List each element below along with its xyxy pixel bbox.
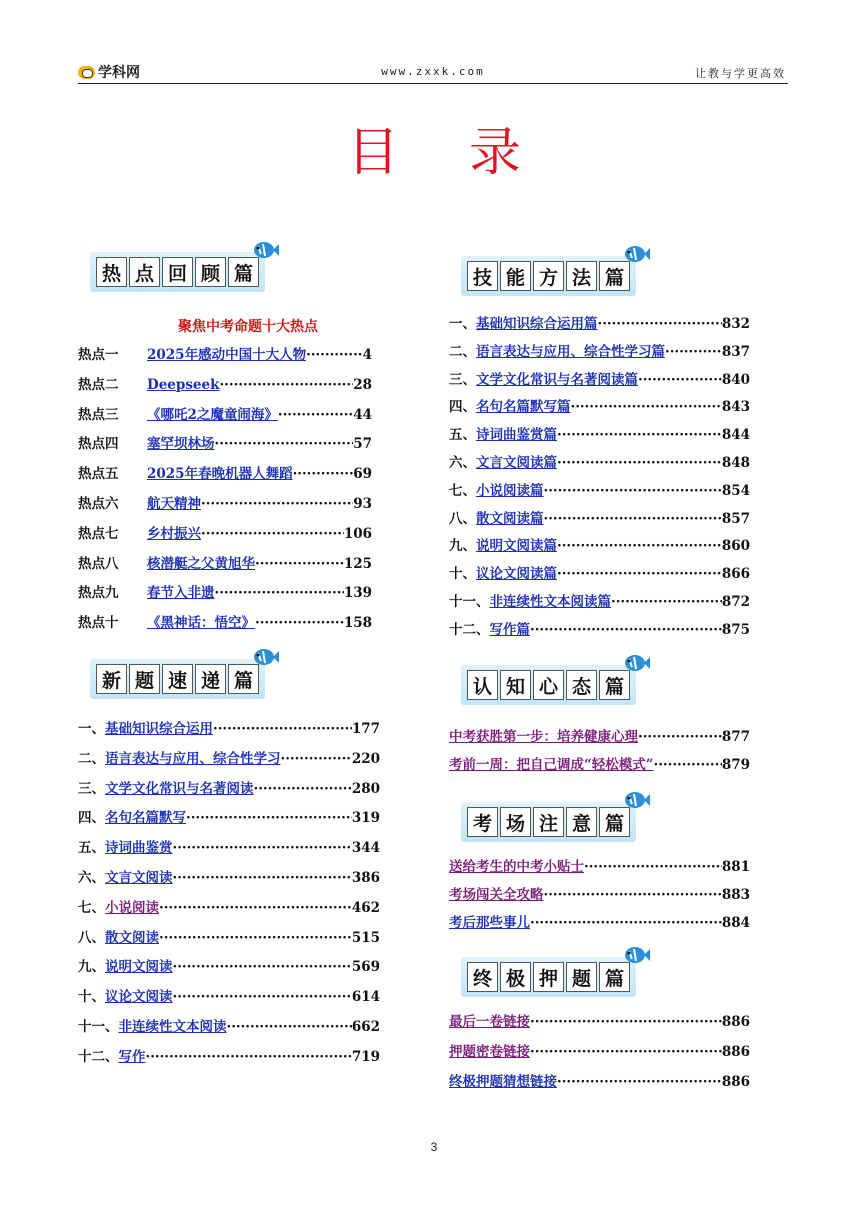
toc-entry-link[interactable]: 说明文阅读	[105, 959, 173, 976]
hot-subtitle: 聚焦中考命题十大热点	[178, 319, 318, 335]
toc-entry-page: 515	[351, 929, 380, 946]
toc-entry[interactable]	[449, 507, 750, 529]
toc-entry[interactable]	[78, 747, 380, 769]
toc-entry-page: 837	[721, 343, 750, 360]
section-badge-final	[461, 957, 636, 997]
toc-entry-label: 热点八	[78, 555, 119, 572]
toc-entry-page: 158	[343, 615, 372, 632]
badge-char: 注	[533, 807, 564, 837]
toc-entry-link[interactable]: 航天精神	[147, 496, 201, 512]
toc-leader-dots	[173, 989, 352, 1005]
toc-entry-link[interactable]: 语言表达与应用、综合性学习篇	[476, 343, 665, 360]
toc-entry[interactable]	[449, 340, 750, 362]
toc-entry-link[interactable]: 送给考生的中考小贴士	[449, 859, 584, 875]
toc-leader-dots	[638, 372, 722, 388]
badge-char: 终	[467, 962, 498, 992]
toc-entry[interactable]	[449, 883, 750, 905]
toc-entry[interactable]	[78, 492, 372, 514]
toc-entry[interactable]	[78, 522, 372, 544]
toc-entry-page: 883	[721, 886, 750, 903]
toc-entry-link[interactable]: 议论文阅读	[105, 989, 173, 1006]
toc-leader-dots	[173, 959, 352, 975]
page-number: 3	[430, 1140, 438, 1154]
toc-entry-page: 886	[721, 1043, 750, 1060]
section-badge-skill	[461, 256, 636, 296]
toc-entry-link[interactable]: 小说阅读	[105, 899, 159, 916]
toc-leader-dots	[530, 1014, 722, 1030]
toc-entry-link[interactable]: 散文阅读篇	[476, 510, 544, 527]
toc-entry-page: 843	[721, 399, 750, 416]
badge-chars	[467, 962, 630, 992]
badge-char: 方	[533, 261, 564, 291]
toc-entry-label: 二、	[78, 750, 105, 767]
fish-icon	[620, 240, 650, 266]
badge-chars	[467, 261, 630, 291]
toc-leader-dots	[219, 377, 353, 393]
toc-leader-dots	[213, 721, 352, 737]
toc-entry-label: 七、	[449, 482, 476, 499]
toc-leader-dots	[544, 511, 722, 527]
badge-char: 篇	[599, 807, 630, 837]
toc-leader-dots	[281, 751, 352, 767]
toc-entry-link[interactable]: 诗词曲鉴赏篇	[476, 427, 557, 444]
toc-leader-dots	[159, 900, 352, 916]
toc-entry-page: 872	[721, 594, 750, 610]
badge-char: 技	[467, 261, 498, 291]
badge-char: 回	[162, 257, 193, 287]
toc-leader-dots	[293, 466, 354, 482]
toc-entry[interactable]	[449, 753, 750, 775]
section-badge-new	[90, 659, 265, 699]
toc-entry[interactable]	[449, 451, 750, 473]
toc-entry[interactable]	[78, 403, 372, 425]
toc-entry-label: 八、	[449, 510, 476, 527]
badge-char: 考	[467, 807, 498, 837]
toc-leader-dots	[530, 622, 722, 638]
toc-entry[interactable]	[78, 717, 380, 739]
toc-entry-page: 881	[721, 859, 750, 875]
toc-entry-label: 热点六	[78, 496, 119, 512]
toc-entry-label: 十、	[449, 566, 476, 583]
fish-icon	[249, 643, 279, 669]
toc-entry-link[interactable]: 文学文化常识与名著阅读篇	[476, 371, 638, 388]
toc-entry-page: 879	[721, 756, 750, 773]
toc-entry-link[interactable]: 中考获胜第一步：培养健康心理	[449, 729, 638, 745]
toc-entry-page: 844	[721, 427, 750, 444]
toc-entry[interactable]	[449, 395, 750, 417]
toc-entry-page: 319	[351, 810, 380, 827]
toc-entry[interactable]	[449, 1040, 750, 1062]
toc-entry-link[interactable]: 基础知识综合运用	[105, 721, 213, 737]
toc-entry-link[interactable]: 说明文阅读篇	[476, 538, 557, 555]
toc-leader-dots	[186, 810, 352, 826]
toc-entry[interactable]	[78, 373, 372, 395]
toc-entry-page: 106	[343, 525, 372, 542]
toc-leader-dots	[611, 594, 722, 610]
toc-entry-link[interactable]: 2025年春晚机器人舞蹈	[147, 466, 293, 483]
toc-entry-label: 一、	[78, 721, 105, 737]
toc-entry-label: 热点二	[78, 376, 119, 393]
toc-entry[interactable]	[78, 896, 380, 918]
toc-entry-label: 七、	[78, 899, 105, 916]
toc-entry-link[interactable]: 最后一卷链接	[449, 1014, 530, 1030]
toc-entry-link[interactable]: 《哪吒2之魔童闹海》	[147, 406, 278, 423]
page-header	[78, 62, 788, 84]
toc-leader-dots	[665, 344, 722, 360]
toc-leader-dots	[557, 1074, 722, 1090]
fish-icon	[249, 236, 279, 262]
toc-leader-dots	[557, 566, 722, 582]
toc-entry-page: 840	[721, 371, 750, 388]
toc-entry-page: 854	[721, 482, 750, 499]
toc-entry[interactable]	[449, 725, 750, 747]
logo-text: 学科网	[98, 65, 140, 81]
toc-entry-link[interactable]: 文学文化常识与名著阅读	[105, 780, 254, 797]
toc-entry-label: 热点一	[78, 347, 119, 363]
toc-entry-link[interactable]: 核潜艇之父黄旭华	[147, 555, 255, 572]
toc-entry-page: 877	[721, 729, 750, 745]
toc-entry[interactable]	[78, 1015, 380, 1037]
toc-entry-label: 热点七	[78, 525, 119, 542]
toc-entry[interactable]	[78, 1045, 380, 1067]
toc-entry-page: 857	[721, 510, 750, 527]
badge-char: 篇	[228, 664, 259, 694]
toc-entry-link[interactable]: 乡村振兴	[147, 525, 201, 542]
toc-entry-page: 280	[351, 780, 380, 797]
toc-entry-label: 九、	[449, 538, 476, 555]
toc-entry[interactable]	[78, 836, 380, 858]
section-badge-mind	[461, 665, 636, 705]
toc-entry-label: 五、	[449, 427, 476, 444]
badge-char: 法	[566, 261, 597, 291]
toc-entry-link[interactable]: 考后那些事儿	[449, 914, 530, 931]
toc-leader-dots	[571, 399, 722, 415]
badge-char: 篇	[599, 962, 630, 992]
toc-entry[interactable]	[78, 552, 372, 574]
toc-entry-label: 三、	[78, 780, 105, 797]
toc-entry-page: 57	[353, 436, 372, 453]
toc-leader-dots	[173, 870, 352, 886]
badge-chars	[467, 670, 630, 700]
toc-entry-label: 一、	[449, 316, 476, 332]
toc-entry-page: 220	[351, 750, 380, 767]
toc-entry-link[interactable]: 塞罕坝林场	[147, 436, 215, 453]
toc-entry-label: 二、	[449, 343, 476, 360]
toc-entry[interactable]	[78, 777, 380, 799]
toc-entry-link[interactable]: 2025年感动中国十大人物	[147, 347, 307, 363]
toc-entry[interactable]	[449, 312, 750, 334]
toc-entry-link[interactable]: 基础知识综合运用篇	[476, 316, 598, 332]
toc-entry[interactable]	[78, 581, 372, 603]
toc-leader-dots	[557, 538, 722, 554]
toc-entry-label: 三、	[449, 371, 476, 388]
toc-leader-dots	[598, 316, 722, 332]
toc-entry-page: 93	[353, 496, 372, 512]
toc-entry-link[interactable]: 名句名篇默写	[105, 810, 186, 827]
toc-entry[interactable]	[449, 562, 750, 584]
toc-entry-label: 热点九	[78, 585, 119, 602]
toc-leader-dots	[557, 427, 722, 443]
toc-entry[interactable]	[78, 611, 372, 633]
badge-chars	[96, 664, 259, 694]
toc-entry-page: 719	[351, 1048, 380, 1065]
toc-leader-dots	[254, 781, 352, 797]
toc-leader-dots	[227, 1019, 352, 1035]
toc-entry-page: 886	[721, 1073, 750, 1090]
fish-icon	[620, 941, 650, 967]
toc-entry-label: 热点十	[78, 615, 119, 632]
toc-entry-page: 569	[351, 959, 380, 976]
toc-entry-page: 614	[351, 989, 380, 1006]
toc-entry-label: 十一、	[78, 1019, 119, 1035]
toc-entry[interactable]	[78, 343, 372, 365]
badge-char: 题	[129, 664, 160, 694]
toc-leader-dots	[215, 585, 344, 601]
badge-char: 新	[96, 664, 127, 694]
toc-entry-label: 四、	[78, 810, 105, 827]
fish-icon	[620, 786, 650, 812]
toc-entry-label: 五、	[78, 840, 105, 857]
badge-char: 态	[566, 670, 597, 700]
toc-leader-dots	[255, 615, 344, 631]
toc-entry[interactable]	[78, 955, 380, 977]
toc-entry-page: 386	[351, 870, 380, 886]
section-badge-exam	[461, 802, 636, 842]
toc-entry[interactable]	[78, 866, 380, 888]
toc-leader-dots	[584, 859, 722, 875]
toc-leader-dots	[215, 436, 354, 452]
toc-entry[interactable]	[78, 926, 380, 948]
fish-icon	[620, 649, 650, 675]
toc-entry-link[interactable]: 小说阅读篇	[476, 482, 544, 499]
toc-entry[interactable]	[78, 432, 372, 454]
toc-entry[interactable]	[449, 368, 750, 390]
toc-entry-page: 44	[353, 406, 372, 423]
toc-entry[interactable]	[449, 911, 750, 933]
toc-entry-label: 热点三	[78, 406, 119, 423]
toc-entry[interactable]	[449, 423, 750, 445]
badge-char: 热	[96, 257, 127, 287]
badge-char: 篇	[599, 670, 630, 700]
badge-chars	[96, 257, 259, 287]
toc-entry-link[interactable]: 文言文阅读篇	[476, 455, 557, 471]
toc-leader-dots	[530, 1044, 722, 1060]
toc-entry-label: 六、	[449, 455, 476, 471]
toc-entry-label: 四、	[449, 399, 476, 416]
badge-char: 题	[566, 962, 597, 992]
toc-entry-page: 662	[351, 1019, 380, 1035]
badge-char: 顾	[195, 257, 226, 287]
toc-leader-dots	[638, 729, 722, 745]
toc-entry-link[interactable]: 写作	[118, 1048, 146, 1065]
toc-entry[interactable]	[449, 855, 750, 877]
toc-entry-page: 875	[721, 621, 750, 638]
toc-entry[interactable]	[78, 462, 372, 484]
toc-entry-page: 848	[721, 455, 750, 471]
toc-entry[interactable]	[449, 479, 750, 501]
toc-entry[interactable]	[449, 618, 750, 640]
toc-entry-label: 八、	[78, 929, 105, 946]
toc-entry-link[interactable]: 语言表达与应用、综合性学习	[105, 750, 281, 767]
toc-entry-link[interactable]: 《黑神话：悟空》	[147, 615, 255, 632]
section-badge-hot	[90, 252, 265, 292]
toc-entry-link[interactable]: 春节入非遗	[147, 585, 215, 602]
toc-entry-page: 462	[351, 899, 380, 916]
badge-char: 意	[566, 807, 597, 837]
toc-entry-page: 139	[343, 585, 372, 602]
badge-chars	[467, 807, 630, 837]
toc-entry-link[interactable]: 考场闯关全攻略	[449, 886, 544, 903]
toc-entry[interactable]	[449, 1070, 750, 1092]
toc-entry-page: 886	[721, 1014, 750, 1030]
toc-entry[interactable]	[78, 985, 380, 1007]
toc-leader-dots	[159, 930, 352, 946]
toc-entry-label: 十二、	[449, 621, 490, 638]
badge-char: 篇	[228, 257, 259, 287]
toc-entry-page: 344	[351, 840, 380, 857]
toc-entry-label: 热点五	[78, 466, 119, 483]
toc-entry-link[interactable]: 文言文阅读	[105, 870, 173, 886]
toc-entry[interactable]	[449, 1010, 750, 1032]
toc-entry-label: 热点四	[78, 436, 119, 453]
toc-entry-link[interactable]: Deepseek	[147, 376, 220, 393]
toc-entry-label: 十、	[78, 989, 105, 1006]
badge-char: 知	[500, 670, 531, 700]
toc-leader-dots	[173, 840, 352, 856]
badge-char: 认	[467, 670, 498, 700]
toc-entry-label: 六、	[78, 870, 105, 886]
toc-entry-link[interactable]: 名句名篇默写篇	[476, 399, 571, 416]
badge-char: 押	[533, 962, 564, 992]
toc-entry-link[interactable]: 终极押题猜想链接	[449, 1073, 557, 1090]
toc-leader-dots	[306, 347, 363, 363]
toc-entry-page: 832	[721, 316, 750, 332]
toc-entry-page: 860	[721, 538, 750, 555]
toc-entry[interactable]	[78, 806, 380, 828]
toc-leader-dots	[544, 887, 722, 903]
toc-entry-label: 九、	[78, 959, 105, 976]
toc-entry-page: 28	[353, 376, 372, 393]
toc-leader-dots	[278, 407, 353, 423]
toc-leader-dots	[654, 757, 722, 773]
toc-entry-link[interactable]: 散文阅读	[105, 929, 159, 946]
toc-entry-page: 69	[353, 466, 372, 483]
badge-char: 点	[129, 257, 160, 287]
toc-entry-label: 十二、	[78, 1048, 119, 1065]
toc-leader-dots	[255, 556, 344, 572]
toc-leader-dots	[557, 455, 722, 471]
page-title: 目录	[346, 123, 591, 183]
toc-entry-page: 884	[721, 914, 750, 931]
site-url[interactable]: www.zxxk.com	[381, 65, 485, 78]
badge-char: 速	[162, 664, 193, 694]
toc-entry-link[interactable]: 非连续性文本阅读	[118, 1019, 227, 1035]
badge-char: 递	[195, 664, 226, 694]
site-slogan: 让教与学更高效	[695, 67, 786, 80]
toc-leader-dots	[530, 915, 722, 931]
badge-char: 极	[500, 962, 531, 992]
toc-entry-link[interactable]: 非连续性文本阅读篇	[489, 594, 611, 610]
badge-char: 篇	[599, 261, 630, 291]
toc-entry[interactable]	[449, 534, 750, 556]
toc-entry-page: 125	[343, 555, 372, 572]
toc-entry-page: 4	[362, 347, 372, 363]
toc-entry-page: 177	[351, 721, 380, 737]
toc-entry-page: 866	[721, 566, 750, 583]
toc-entry-link[interactable]: 考前一周：把自己调成“轻松模式”	[449, 756, 654, 773]
toc-leader-dots	[146, 1049, 352, 1065]
toc-leader-dots	[544, 483, 722, 499]
toc-entry-link[interactable]: 押题密卷链接	[449, 1043, 530, 1060]
toc-entry-link[interactable]: 写作篇	[489, 621, 530, 638]
badge-char: 场	[500, 807, 531, 837]
toc-entry-link[interactable]: 议论文阅读篇	[476, 566, 557, 583]
toc-entry-label: 十一、	[449, 594, 490, 610]
toc-leader-dots	[201, 526, 344, 542]
badge-char: 能	[500, 261, 531, 291]
badge-char: 心	[533, 670, 564, 700]
toc-leader-dots	[201, 496, 353, 512]
toc-entry[interactable]	[449, 590, 750, 612]
toc-entry-link[interactable]: 诗词曲鉴赏	[105, 840, 173, 857]
